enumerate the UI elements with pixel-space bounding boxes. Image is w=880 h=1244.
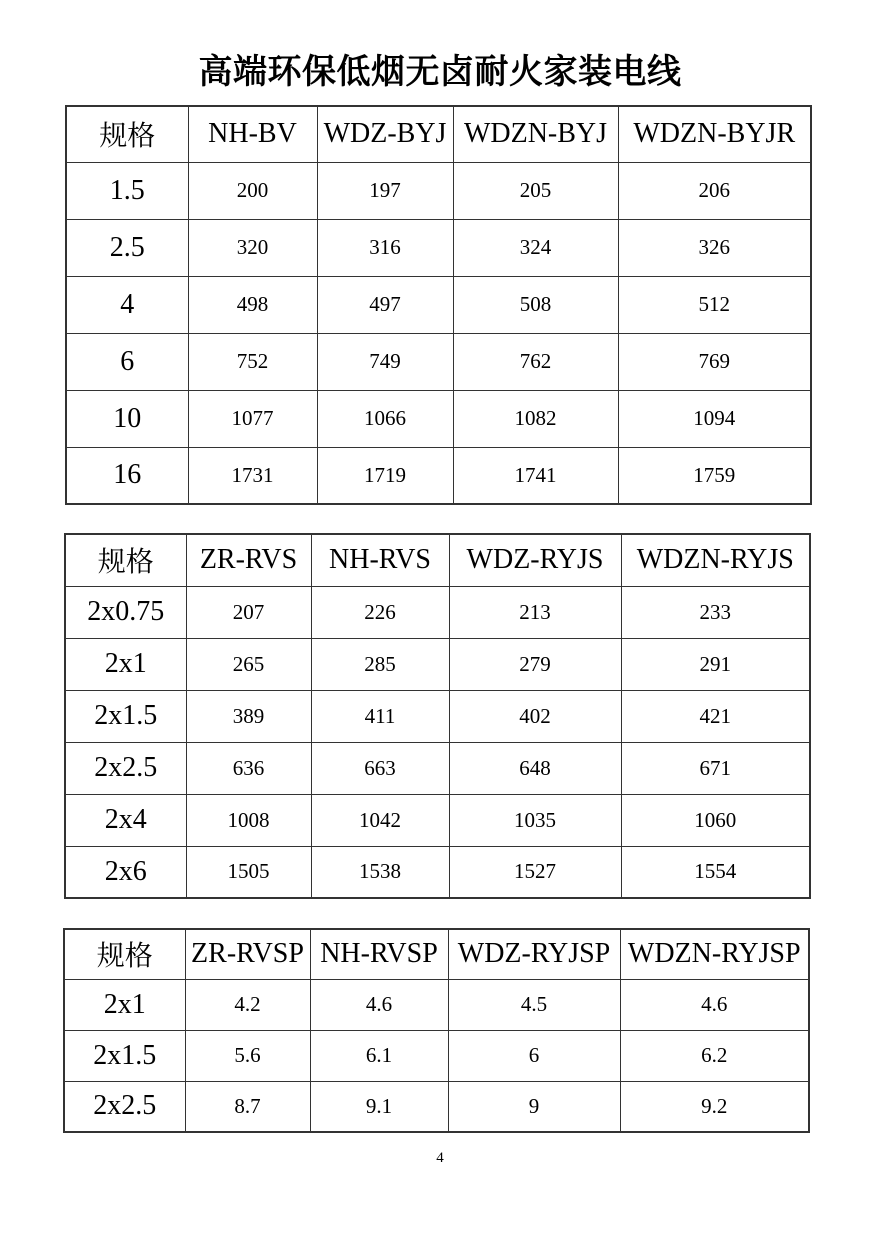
price-cell: 326 — [618, 219, 811, 276]
price-cell: 4.6 — [620, 979, 809, 1030]
price-cell: 279 — [449, 638, 621, 690]
price-cell: 4.2 — [185, 979, 310, 1030]
table-row — [64, 1030, 809, 1081]
table-row — [65, 690, 810, 742]
header-row — [65, 534, 810, 586]
model-column-header: NH-RVSP — [310, 929, 448, 979]
price-cell: 1527 — [449, 846, 621, 898]
price-cell: 648 — [449, 742, 621, 794]
price-cell: 285 — [311, 638, 449, 690]
model-column-header: ZR-RVS — [186, 534, 311, 586]
price-cell: 1077 — [188, 390, 317, 447]
price-table-fire-resistant — [65, 105, 812, 505]
price-cell: 205 — [453, 162, 618, 219]
price-cell: 316 — [317, 219, 453, 276]
price-cell: 1731 — [188, 447, 317, 504]
price-cell: 512 — [618, 276, 811, 333]
model-column-header: WDZN-BYJR — [618, 106, 811, 162]
price-cell: 233 — [621, 586, 810, 638]
model-column-header: WDZN-RYJS — [621, 534, 810, 586]
price-cell: 1505 — [186, 846, 311, 898]
price-cell: 421 — [621, 690, 810, 742]
price-cell: 411 — [311, 690, 449, 742]
spec-cell: 2x6 — [65, 846, 186, 898]
model-column-header: WDZN-RYJSP — [620, 929, 809, 979]
spec-cell: 2x1 — [65, 638, 186, 690]
table-row — [66, 276, 811, 333]
price-cell: 769 — [618, 333, 811, 390]
price-cell: 9.1 — [310, 1081, 448, 1132]
price-cell: 1082 — [453, 390, 618, 447]
price-cell: 498 — [188, 276, 317, 333]
spec-cell: 10 — [66, 390, 188, 447]
price-cell: 636 — [186, 742, 311, 794]
spec-cell: 16 — [66, 447, 188, 504]
price-cell: 6.2 — [620, 1030, 809, 1081]
spec-column-header: 规格 — [66, 106, 188, 162]
table-row — [66, 162, 811, 219]
table-row — [65, 586, 810, 638]
spec-cell: 2x2.5 — [65, 742, 186, 794]
price-cell: 6.1 — [310, 1030, 448, 1081]
price-cell: 1554 — [621, 846, 810, 898]
price-cell: 213 — [449, 586, 621, 638]
price-cell: 1094 — [618, 390, 811, 447]
table-row — [65, 846, 810, 898]
table-row — [66, 219, 811, 276]
table-row — [65, 638, 810, 690]
price-cell: 1741 — [453, 447, 618, 504]
spec-cell: 2.5 — [66, 219, 188, 276]
price-cell: 4.6 — [310, 979, 448, 1030]
table-row — [65, 794, 810, 846]
spec-cell: 2x1.5 — [64, 1030, 185, 1081]
model-column-header: NH-BV — [188, 106, 317, 162]
price-cell: 1060 — [621, 794, 810, 846]
model-column-header: WDZ-RYJS — [449, 534, 621, 586]
price-cell: 508 — [453, 276, 618, 333]
price-cell: 226 — [311, 586, 449, 638]
price-cell: 749 — [317, 333, 453, 390]
price-table-rvsp — [63, 928, 810, 1133]
model-column-header: NH-RVS — [311, 534, 449, 586]
price-cell: 9.2 — [620, 1081, 809, 1132]
price-cell: 1008 — [186, 794, 311, 846]
price-cell: 320 — [188, 219, 317, 276]
price-cell: 291 — [621, 638, 810, 690]
price-cell: 8.7 — [185, 1081, 310, 1132]
table-row — [66, 333, 811, 390]
price-cell: 1538 — [311, 846, 449, 898]
table-row — [66, 390, 811, 447]
price-cell: 5.6 — [185, 1030, 310, 1081]
price-cell: 206 — [618, 162, 811, 219]
price-cell: 402 — [449, 690, 621, 742]
spec-column-header: 规格 — [65, 534, 186, 586]
header-row — [66, 106, 811, 162]
spec-cell: 2x1 — [64, 979, 185, 1030]
model-column-header: WDZ-RYJSP — [448, 929, 620, 979]
spec-cell: 2x4 — [65, 794, 186, 846]
price-cell: 4.5 — [448, 979, 620, 1030]
spec-cell: 2x0.75 — [65, 586, 186, 638]
price-cell: 389 — [186, 690, 311, 742]
spec-cell: 1.5 — [66, 162, 188, 219]
price-cell: 265 — [186, 638, 311, 690]
price-cell: 1719 — [317, 447, 453, 504]
model-column-header: WDZ-BYJ — [317, 106, 453, 162]
price-cell: 663 — [311, 742, 449, 794]
price-cell: 1042 — [311, 794, 449, 846]
spec-cell: 4 — [66, 276, 188, 333]
price-cell: 197 — [317, 162, 453, 219]
price-cell: 1759 — [618, 447, 811, 504]
price-cell: 752 — [188, 333, 317, 390]
document-title: 高端环保低烟无卤耐火家装电线 — [198, 54, 682, 91]
price-cell: 6 — [448, 1030, 620, 1081]
price-cell: 200 — [188, 162, 317, 219]
price-cell: 1035 — [449, 794, 621, 846]
table-row — [65, 742, 810, 794]
table-row — [66, 447, 811, 504]
price-cell: 762 — [453, 333, 618, 390]
header-row — [64, 929, 809, 979]
price-cell: 9 — [448, 1081, 620, 1132]
price-cell: 207 — [186, 586, 311, 638]
price-cell: 324 — [453, 219, 618, 276]
spec-cell: 2x2.5 — [64, 1081, 185, 1132]
table-row — [64, 979, 809, 1030]
spec-column-header: 规格 — [64, 929, 185, 979]
model-column-header: ZR-RVSP — [185, 929, 310, 979]
price-cell: 1066 — [317, 390, 453, 447]
table-row — [64, 1081, 809, 1132]
spec-cell: 6 — [66, 333, 188, 390]
price-cell: 671 — [621, 742, 810, 794]
model-column-header: WDZN-BYJ — [453, 106, 618, 162]
price-cell: 497 — [317, 276, 453, 333]
price-table-rvs — [64, 533, 811, 899]
page-number: 4 — [436, 1150, 444, 1166]
spec-cell: 2x1.5 — [65, 690, 186, 742]
